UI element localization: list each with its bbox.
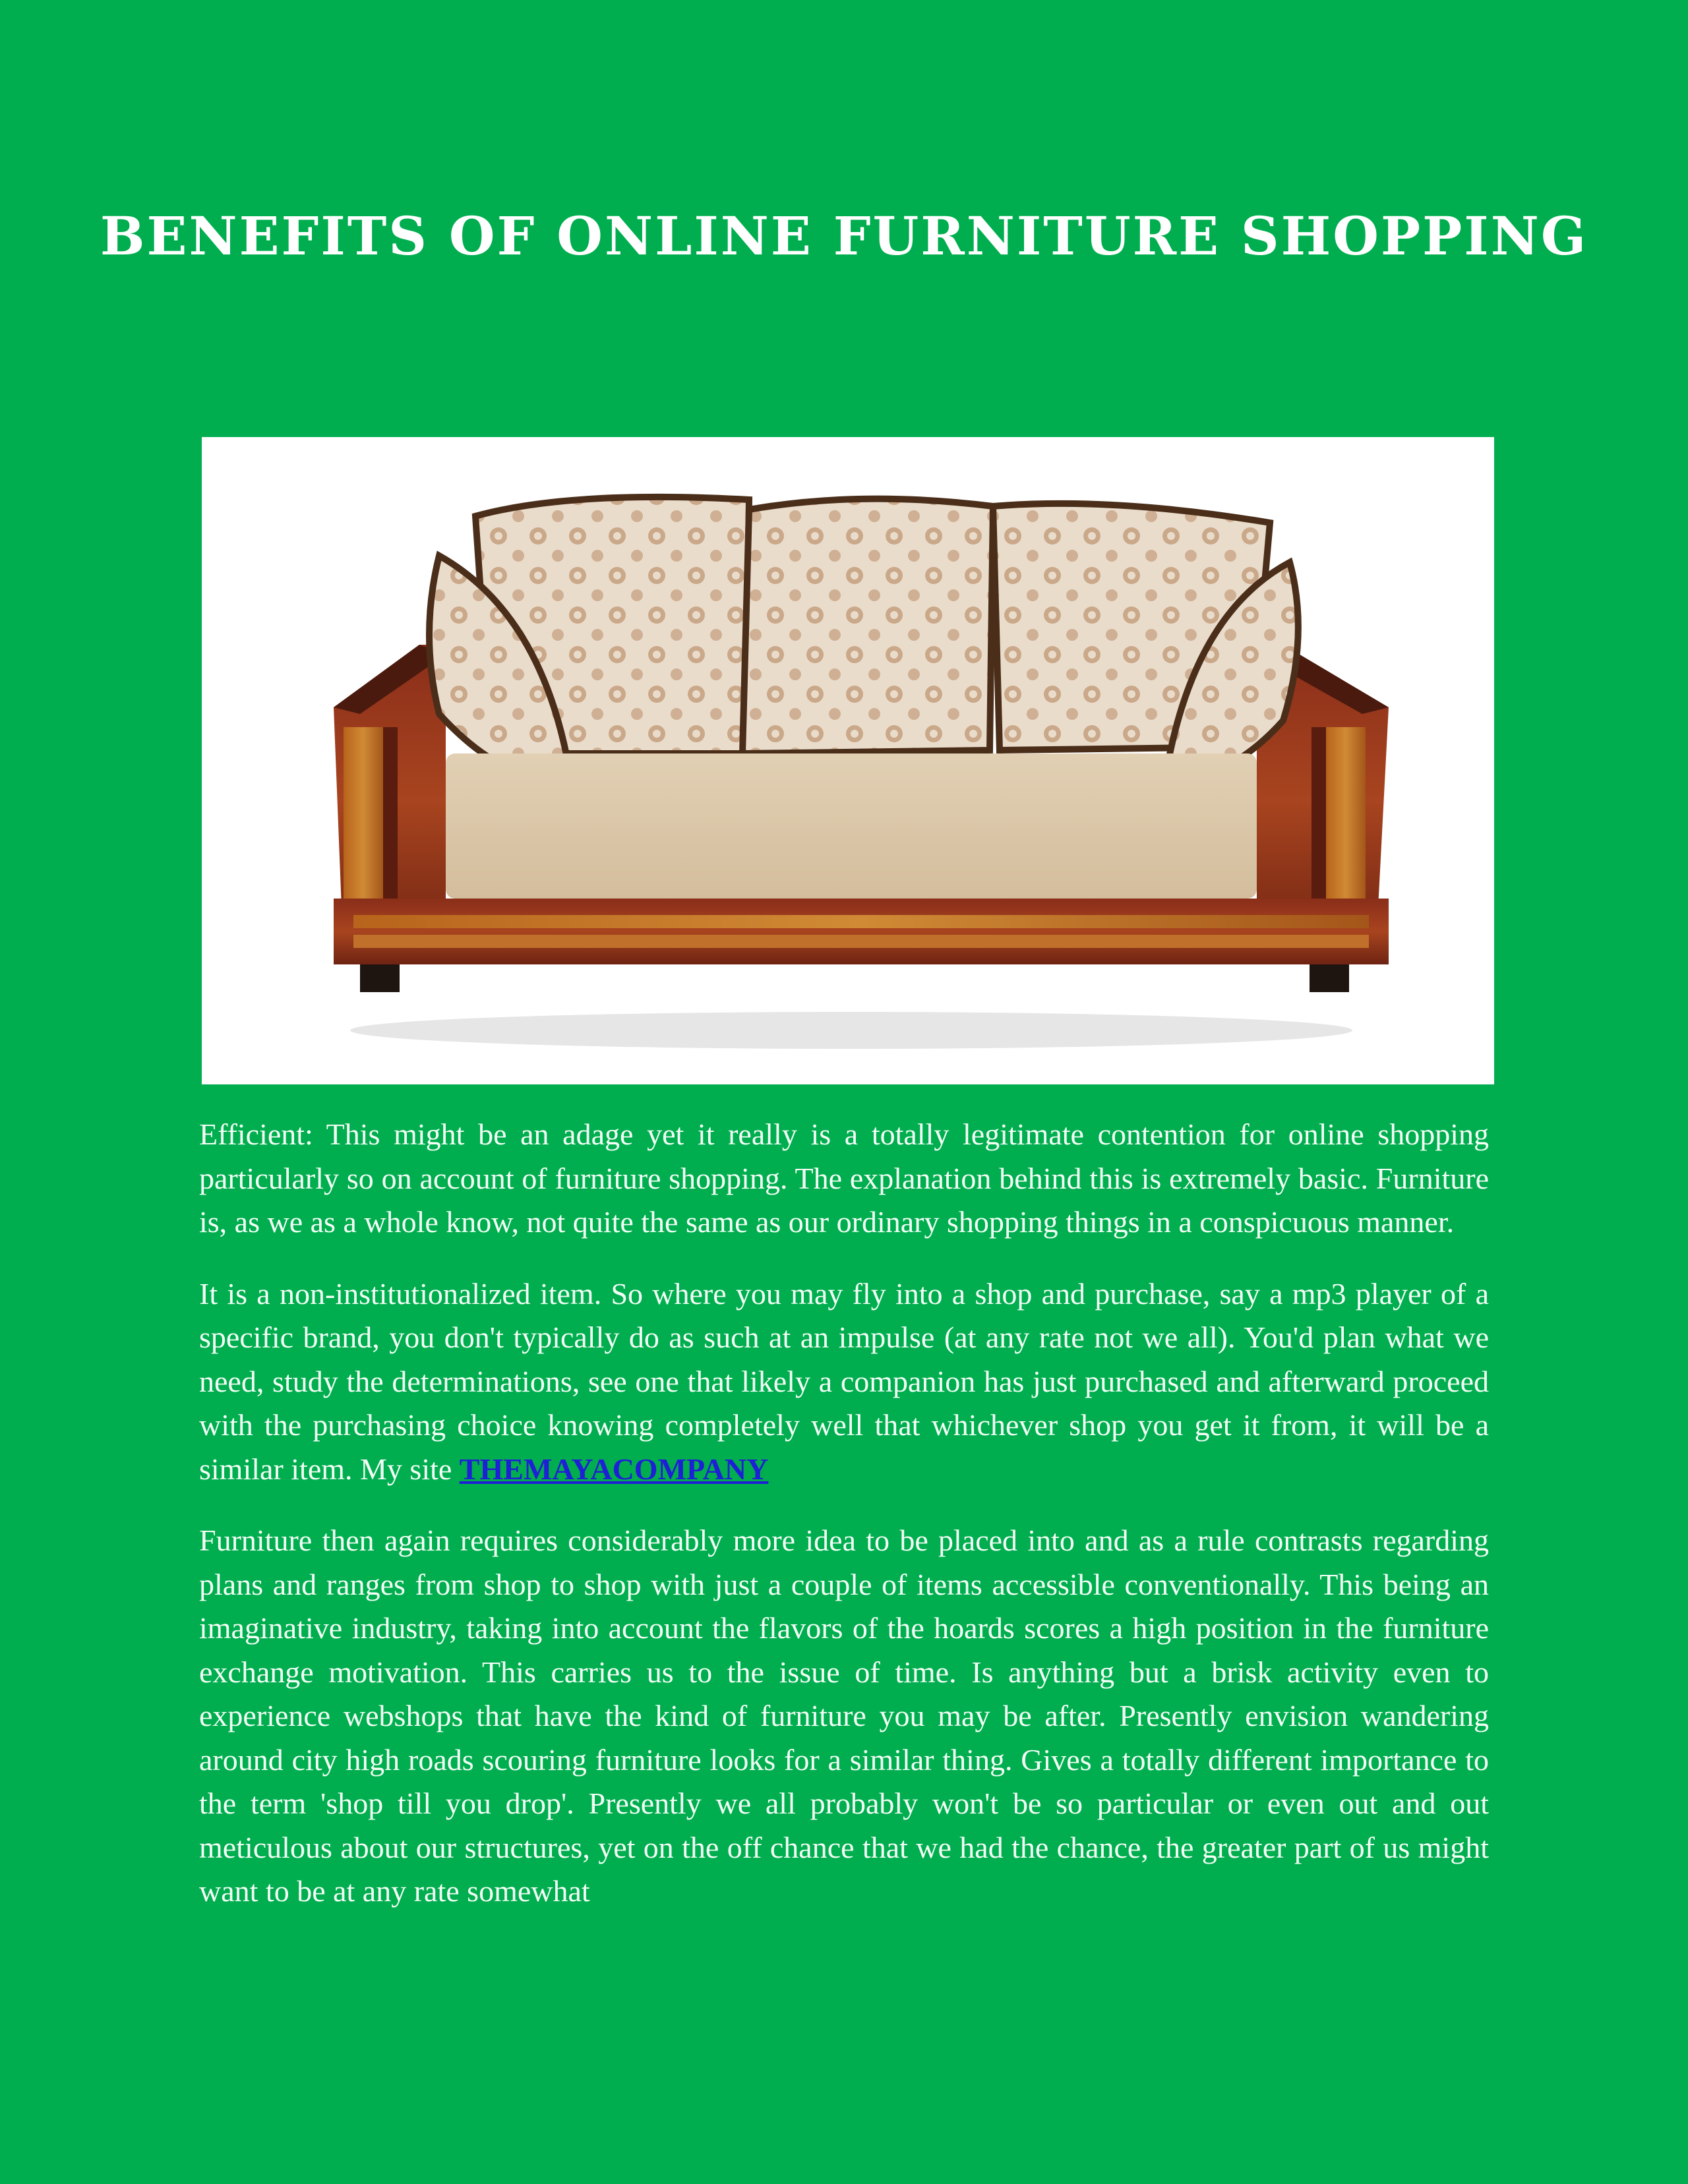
sofa-photo-icon	[202, 437, 1494, 1084]
page-title: BENEFITS OF ONLINE FURNITURE SHOPPING	[100, 205, 1588, 267]
site-link[interactable]: THEMAYACOMPANY	[459, 1452, 769, 1486]
article-body	[199, 1113, 1489, 1941]
paragraph-text: It is a non-institutionalized item. So where you may fly into a shop and purchase, say a mp3 player of a specific brand, you don't typically do as such at an impulse (at any rate not we all). You'd plan what we need, study the determinations, see one that likely a companion has just purchased and afterward proceed with the purchasing choice knowing completely well that whichever shop you get it from, it will be a similar item. My site	[199, 1276, 1489, 1486]
paragraph-efficient	[199, 1113, 1489, 1245]
paragraph-furniture	[199, 1519, 1489, 1914]
paragraph-text: Efficient: This might be an adage yet it really is a totally legitimate contention for online shopping particularly so on account of furniture shopping. The explanation behind this is extremely basic. Furniture is, as we as a whole know, not quite the same as our ordinary shopping things in a conspicuous manner.	[199, 1117, 1489, 1239]
paragraph-text: Furniture then again requires considerably more idea to be placed into and as a rule contrasts regarding plans and ranges from shop to shop with just a couple of items accessible conventionally. This being an imaginative industry, taking into account the flavors of the hoards scores a high position in the furniture exchange motivation. This carries us to the issue of time. Is anything but a brisk activity even to experience webshops that have the kind of furniture you may be after. Presently envision wandering around city high roads scouring furniture looks for a similar thing. Gives a totally different importance to the term 'shop till you drop'. Presently we all probably won't be so particular or even out and out meticulous about our structures, yet on the off chance that we had the chance, the greater part of us might want to be at any rate somewhat	[199, 1523, 1489, 1908]
sofa-image	[202, 437, 1494, 1084]
paragraph-non-institutionalized	[199, 1272, 1489, 1492]
